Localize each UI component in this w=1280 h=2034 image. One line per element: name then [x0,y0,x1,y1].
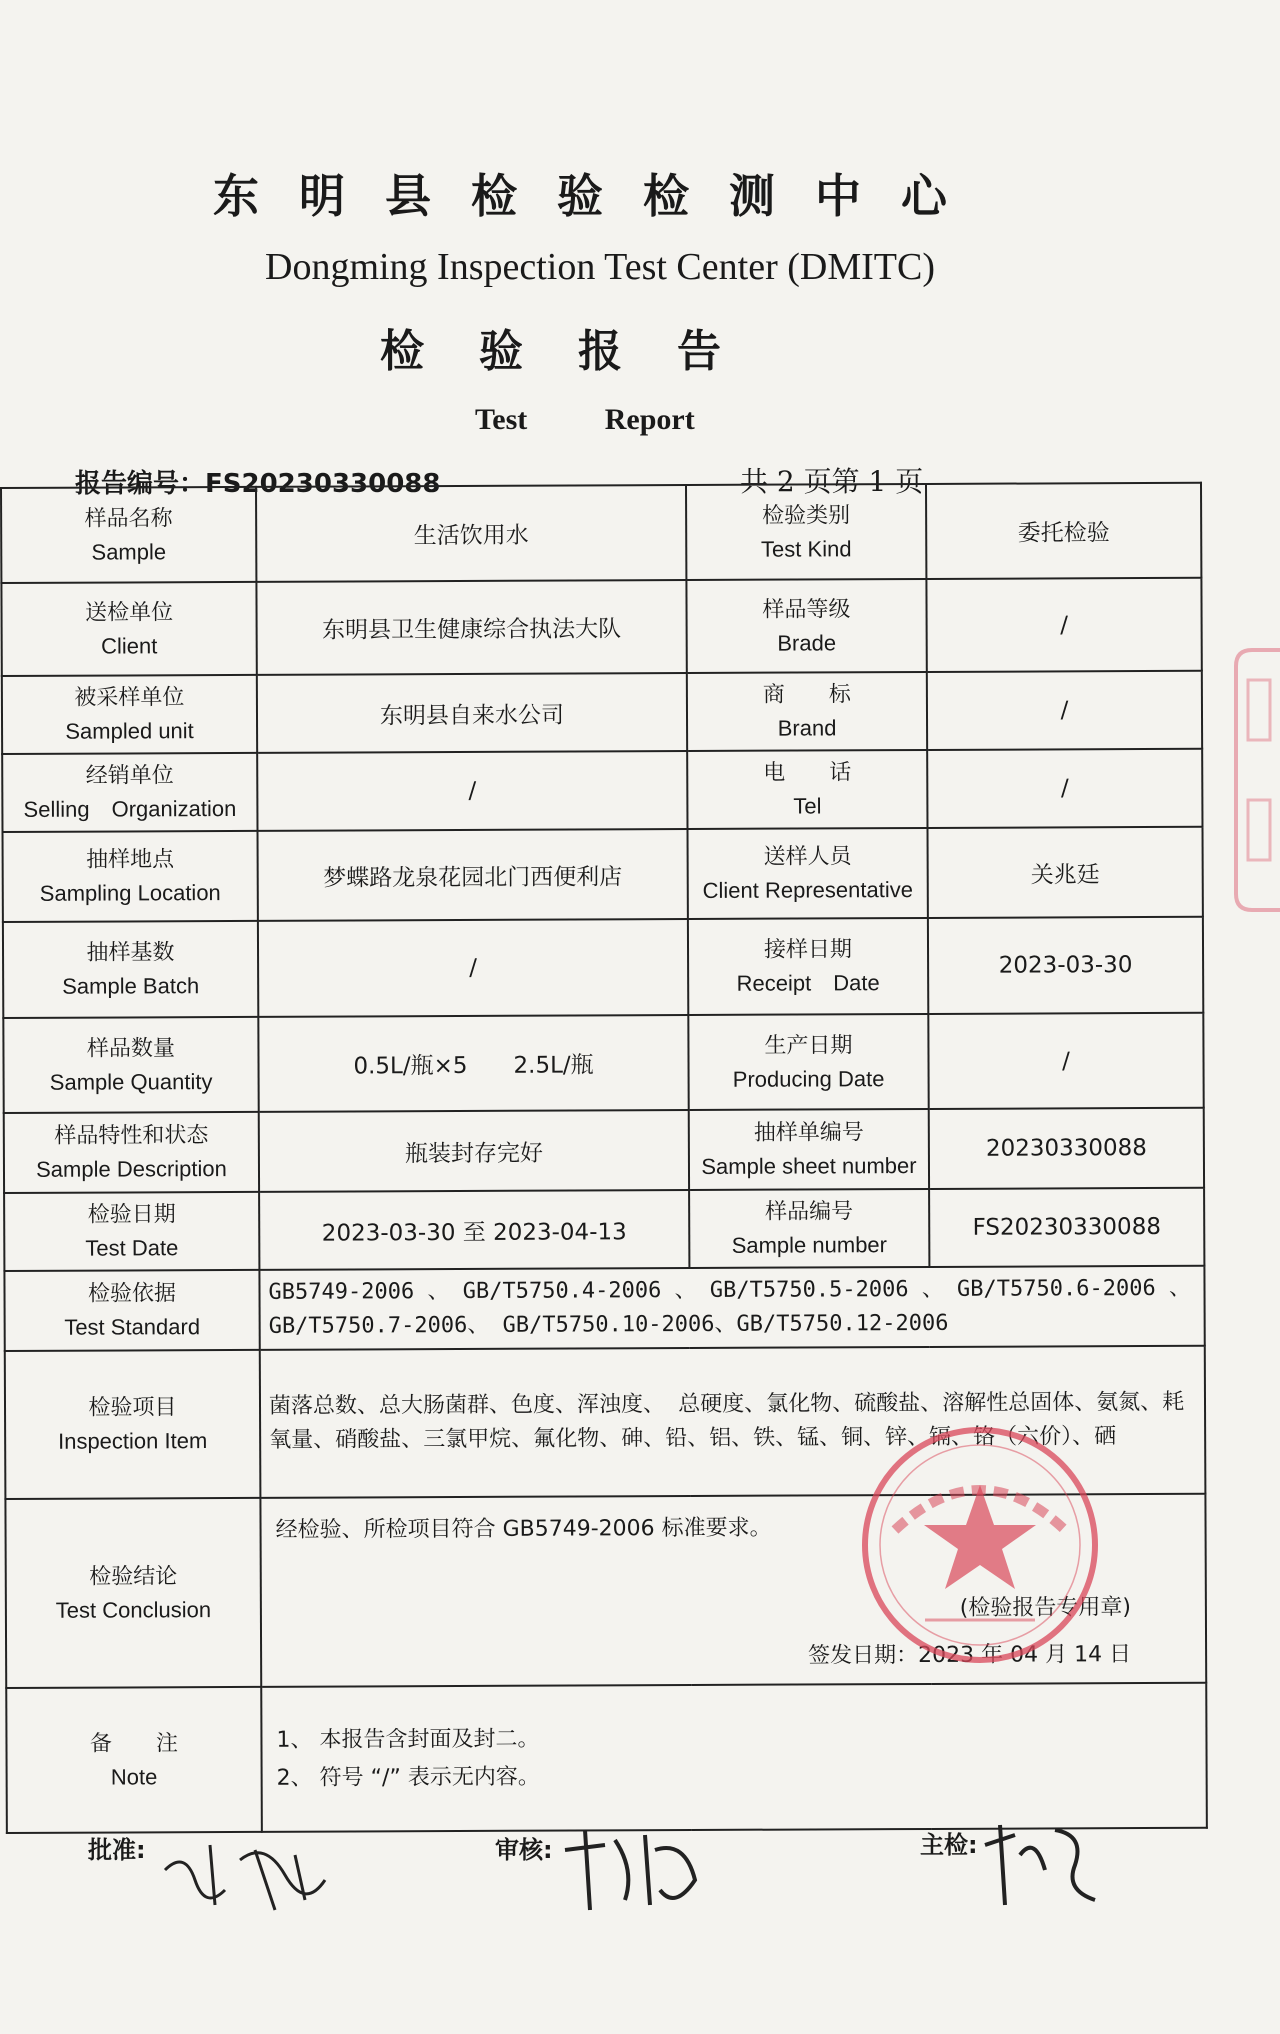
label-items: 检验项目 Inspection Item [5,1350,261,1499]
label-sample-no: 样品编号 Sample number [689,1189,929,1268]
label-tel: 电 话 Tel [687,750,927,829]
value-description: 瓶装封存完好 [259,1110,689,1192]
value-batch: / [258,919,688,1017]
value-selling: / [257,751,687,831]
label-conclusion: 检验结论 Test Conclusion [5,1498,261,1688]
value-sample: 生活饮用水 [256,485,686,582]
table-row [2,749,1202,832]
label-brade: 样品等级 Brade [686,579,926,673]
value-receipt: 2023-03-30 [928,917,1203,1014]
report-title-cn: 检验报告 [380,326,776,377]
signature-row [0,1820,1200,1930]
issue-date: 签发日期：2023 年 04 月 14 日 [808,1642,1132,1669]
approve-signature-icon [155,1830,335,1920]
report-table [0,482,1208,1834]
label-client: 送检单位 Client [1,582,256,676]
conclusion-text: 经检验、所检项目符合 GB5749-2006 标准要求。 [275,1515,772,1543]
value-brand: / [927,671,1202,750]
value-sample-no: FS20230330088 [929,1188,1204,1267]
conclusion-cell [260,1494,1206,1687]
report-number: 报告编号：FS20230330088 [75,469,441,499]
note-line-1: 1、 本报告含封面及封二。 [276,1726,540,1753]
value-standard: GB5749-2006 、 GB/T5750.4-2006 、 GB/T5750.5-2006 、 GB/T5750.6-2006 、 GB/T5750.7-2006、 GB/T5750.10-2006、GB/T5750.12-2006 [259,1266,1204,1350]
value-brade: / [926,578,1201,672]
value-test-kind: 委托检验 [926,483,1201,579]
value-quantity: 0.5L/瓶×5 2.5L/瓶 [258,1015,688,1112]
value-sampled-unit: 东明县自来水公司 [257,673,687,753]
review-signature-icon [555,1820,705,1920]
value-items: 菌落总数、总大肠菌群、色度、浑浊度、 总硬度、氯化物、硫酸盐、溶解性总固体、氨氮、耗氧量、硝酸盐、三氯甲烷、氟化物、砷、铅、铝、铁、锰、铜、锌、镉、铬（六价）、硒 [260,1346,1206,1498]
seal-caption: (检验报告专用章) [959,1595,1131,1621]
label-sampled-unit: 被采样单位 Sampled unit [2,675,257,754]
label-producing: 生产日期 Producing Date [688,1014,928,1110]
report-title-en: Test Report [475,403,695,436]
table-row [5,1346,1206,1499]
value-client: 东明县卫生健康综合执法大队 [256,580,686,675]
label-test-kind: 检验类别 Test Kind [686,484,926,580]
page-info: 共 2 页第 1 页 [740,465,924,498]
table-row [3,1013,1203,1113]
note-line-2: 2、 符号 “/” 表示无内容。 [276,1764,540,1791]
label-selling: 经销单位 Selling Organization [2,753,257,832]
table-row [6,1683,1207,1833]
label-location: 抽样地点 Sampling Location [3,831,258,922]
center-title-cn: 东明县检验检测中心 [213,169,987,223]
table-row [4,1188,1204,1271]
review-label: 审核: [495,1836,553,1864]
table-row [2,671,1202,754]
inspect-label: 主检: [920,1831,978,1859]
center-title-en: Dongming Inspection Test Center (DMITC) [265,246,935,288]
value-producing: / [928,1013,1203,1109]
table-row [1,483,1201,583]
note-cell [261,1683,1207,1832]
label-sample: 样品名称 Sample [1,487,256,583]
edge-stamp-icon [1232,640,1280,920]
approve-label: 批准: [88,1836,146,1864]
label-batch: 抽样基数 Sample Batch [3,921,258,1018]
table-row [4,1266,1204,1351]
inspect-signature-icon [975,1815,1115,1915]
table-row [4,1108,1204,1193]
label-quantity: 样品数量 Sample Quantity [3,1017,258,1113]
label-note: 备 注 Note [6,1687,262,1833]
value-test-date: 2023-03-30 至 2023-04-13 [259,1190,689,1270]
table-row [5,1494,1206,1688]
value-client-rep: 关兆廷 [927,827,1202,918]
table-row [3,827,1203,922]
label-standard: 检验依据 Test Standard [4,1270,259,1351]
label-receipt: 接样日期 Receipt Date [688,918,928,1015]
value-tel: / [927,749,1202,828]
value-sheet-no: 20230330088 [929,1108,1204,1189]
label-test-date: 检验日期 Test Date [4,1192,259,1271]
label-sheet-no: 抽样单编号 Sample sheet number [689,1109,929,1190]
table-row [3,917,1203,1018]
label-description: 样品特性和状态 Sample Description [4,1112,259,1193]
value-location: 梦蝶路龙泉花园北门西便利店 [258,829,688,921]
table-row [1,578,1201,676]
label-client-rep: 送样人员 Client Representative [687,828,927,919]
label-brand: 商 标 Brand [687,672,927,751]
